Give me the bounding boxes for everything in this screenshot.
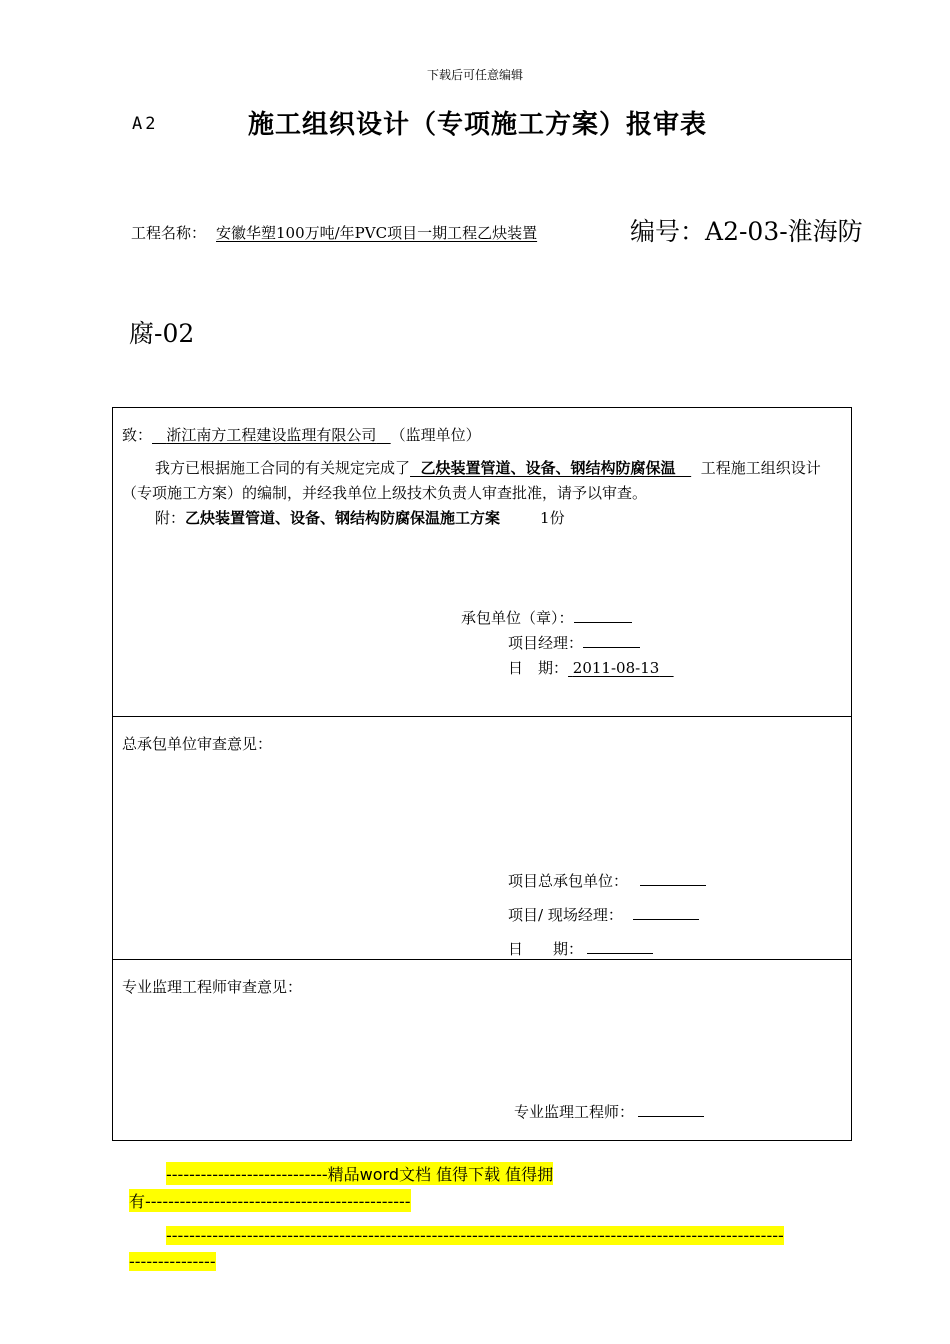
- body-suffix: 工程施工组织设计（专项施工方案）的编制，并经我单位上级技术负责人审查批准，请予以审查。: [122, 459, 821, 502]
- form-code: A2: [132, 114, 159, 134]
- contractor-blank: [574, 607, 632, 623]
- serial-number: [630, 212, 863, 248]
- gc-date-label: 日 期：: [508, 940, 584, 958]
- contractor-signature-line: [461, 607, 632, 628]
- footer-banner-line4: ---------------: [129, 1252, 216, 1271]
- gc-unit-blank: [640, 870, 706, 886]
- date-value: [568, 659, 674, 677]
- gc-manager-label: 项目/ 现场经理：: [508, 906, 623, 924]
- gc-unit-label: 项目总承包单位：: [508, 872, 629, 890]
- attachment-line: [155, 507, 565, 528]
- body-project: [410, 459, 691, 477]
- serial-value-part1: A2-03-淮海防: [705, 217, 863, 246]
- to-company: [152, 426, 391, 444]
- to-role: （监理单位）: [390, 426, 481, 444]
- project-name-value: [216, 222, 573, 243]
- footer-banner-line3: -----------------------------------------------------------------------------------------------------------: [166, 1226, 784, 1245]
- serial-label: 编号：: [630, 217, 706, 246]
- to-label: 致：: [122, 426, 153, 444]
- submission-body: [122, 456, 844, 506]
- supervisor-label: 专业监理工程师：: [514, 1103, 635, 1121]
- addressee-line: [122, 424, 481, 445]
- attachment-name: 乙炔装置管道、设备、钢结构防腐保温施工方案: [185, 509, 501, 527]
- gc-date-line: [508, 938, 653, 959]
- date-label: 日 期：: [508, 659, 569, 677]
- submission-date-line: [508, 657, 674, 678]
- row-divider-1: [113, 716, 851, 717]
- pm-blank: [583, 632, 640, 648]
- to-company-text: 浙江南方工程建设监理有限公司: [166, 426, 377, 444]
- project-name-text: 安徽华塑100万吨/年PVC项目一期工程乙炔装置: [216, 224, 538, 242]
- row-divider-2: [113, 959, 851, 960]
- page-title: 施工组织设计（专项施工方案）报审表: [248, 110, 708, 140]
- supervisor-signature-line: [514, 1101, 704, 1122]
- general-contractor-review-title: 总承包单位审查意见：: [122, 735, 273, 753]
- footer-banner-line1: ----------------------------精品word文档 值得下载 值得拥: [166, 1162, 553, 1185]
- date-value-text: 2011-08-13: [572, 659, 660, 677]
- gc-manager-line: [508, 904, 699, 925]
- gc-manager-blank: [633, 904, 699, 920]
- attachment-label: 附：: [155, 509, 186, 527]
- body-prefix: 我方已根据施工合同的有关规定完成了: [155, 459, 411, 477]
- gc-unit-line: [508, 870, 706, 891]
- contractor-label: 承包单位（章）：: [461, 609, 574, 627]
- body-project-text: 乙炔装置管道、设备、钢结构防腐保温: [420, 459, 676, 477]
- footer-banner-line2: 有----------------------------------------------: [129, 1189, 411, 1212]
- serial-value-part2: 腐-02: [129, 319, 195, 348]
- top-note: 下载后可任意编辑: [426, 68, 523, 82]
- pm-signature-line: [508, 632, 640, 653]
- supervisor-blank: [638, 1101, 704, 1117]
- pm-label: 项目经理：: [508, 634, 584, 652]
- gc-date-blank: [587, 938, 653, 954]
- attachment-copies: 1份: [540, 509, 565, 527]
- supervisor-review-title: 专业监理工程师审查意见：: [122, 978, 303, 996]
- project-name-label: 工程名称：: [131, 224, 207, 242]
